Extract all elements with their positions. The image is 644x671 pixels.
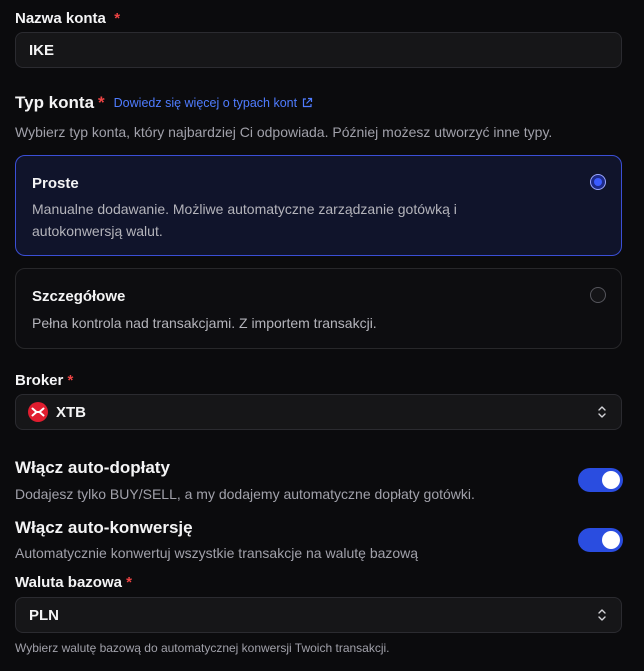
account-name-value: IKE: [29, 41, 55, 59]
option-title: Proste: [32, 175, 79, 192]
account-type-label: Typ konta: [15, 93, 95, 112]
broker-label: Broker *: [15, 372, 74, 389]
broker-select[interactable]: [15, 394, 622, 430]
radio-unselected[interactable]: [590, 287, 606, 303]
base-currency-hint: Wybierz walutę bazową do automatycznej konwersji Twoich transakcji.: [15, 641, 390, 655]
external-link-icon: [301, 97, 313, 109]
chevron-up-down-icon: [597, 608, 607, 622]
option-description: Pełna kontrola nad transakcjami. Z importem transakcji.: [32, 315, 377, 331]
auto-convert-toggle[interactable]: [578, 528, 623, 552]
account-type-hint: Wybierz typ konta, który najbardziej Ci odpowiada. Później możesz utworzyć inne typy.: [15, 124, 553, 140]
learn-more-link[interactable]: Dowiedz się więcej o typach kont: [114, 96, 313, 110]
chevron-up-down-icon: [597, 405, 607, 419]
auto-convert-label: Włącz auto-konwersję: [15, 518, 193, 537]
account-name-input[interactable]: [15, 32, 622, 68]
auto-topup-toggle[interactable]: [578, 468, 623, 492]
account-type-option-simple[interactable]: [15, 155, 622, 256]
account-name-label: Nazwa konta *: [15, 10, 121, 27]
auto-topup-description: Dodajesz tylko BUY/SELL, a my dodajemy automatyczne dopłaty gotówki.: [15, 486, 475, 502]
required-marker: *: [126, 574, 132, 591]
base-currency-label: Waluta bazowa *: [15, 574, 132, 591]
xtb-logo-icon: [28, 402, 48, 422]
base-currency-select[interactable]: [15, 597, 622, 633]
option-description: Manualne dodawanie. Możliwe automatyczne zarządzanie gotówką i autokonwersją walut.: [32, 201, 457, 239]
toggle-knob: [602, 531, 620, 549]
required-marker: *: [98, 93, 105, 112]
auto-convert-description: Automatycznie konwertuj wszystkie transakcje na walutę bazową: [15, 545, 419, 561]
radio-selected[interactable]: [590, 174, 606, 190]
broker-value: XTB: [56, 403, 86, 421]
required-marker: *: [67, 372, 74, 389]
base-currency-value: PLN: [29, 606, 59, 624]
required-marker: *: [114, 10, 121, 27]
toggle-knob: [602, 471, 620, 489]
account-type-header: [15, 93, 313, 113]
account-type-option-detailed[interactable]: [15, 268, 622, 349]
auto-topup-label: Włącz auto-dopłaty: [15, 458, 170, 477]
option-title: Szczegółowe: [32, 288, 126, 305]
